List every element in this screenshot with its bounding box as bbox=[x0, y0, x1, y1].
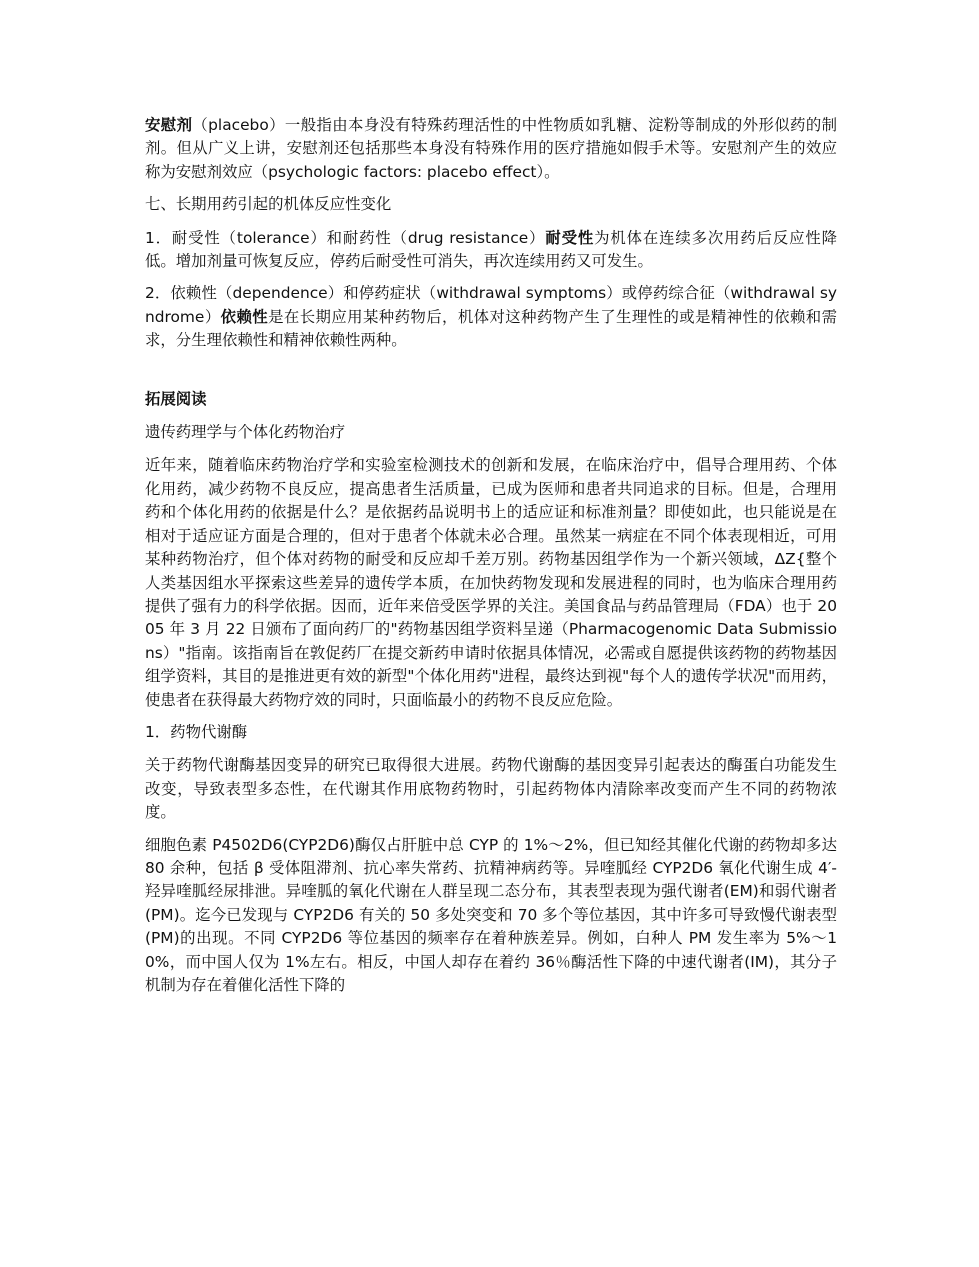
section-7-title: 七、长期用药引起的机体反应性变化 bbox=[145, 195, 392, 214]
extended-reading-heading: 拓展阅读 bbox=[145, 389, 207, 408]
drug-metabolizing-enzyme-title: 1．药物代谢酶 bbox=[145, 722, 248, 741]
extended-reading-subtitle: 遗传药理学与个体化药物治疗 bbox=[145, 423, 346, 442]
tolerance-paragraph bbox=[145, 227, 837, 274]
tolerance-lead: 1．耐受性（tolerance）和耐药性（drug resistance） bbox=[145, 228, 546, 247]
placebo-text: （placebo）一般指由本身没有特殊药理活性的中性物质如乳糖、淀粉等制成的外形似药的制剂。但从广义上讲，安慰剂还包括那些本身没有特殊作用的医疗措施如假手术等。安慰剂产生的效应称为安慰剂效应（psychologic factors: placebo effect）。 bbox=[145, 116, 837, 181]
section-spacer bbox=[145, 362, 837, 388]
enzyme-variation-paragraph: 关于药物代谢酶基因变异的研究已取得很大进展。药物代谢酶的基因变异引起表达的酶蛋白功能发生改变，导致表型多态性，在代谢其作用底物药物时，引起药物体内清除率改变而产生不同的药物浓度。 bbox=[145, 756, 837, 822]
dependence-text: 是在长期应用某种药物后，机体对这种药物产生了生理性的或是精神性的依赖和需求，分生理依赖性和精神依赖性两种。 bbox=[145, 307, 837, 350]
placebo-paragraph bbox=[145, 114, 837, 184]
tolerance-term: 耐受性 bbox=[545, 228, 595, 247]
placebo-term: 安慰剂 bbox=[145, 116, 193, 134]
document-page bbox=[145, 114, 837, 1006]
dependence-paragraph bbox=[145, 282, 837, 352]
dependence-lead: 2．依赖性（dependence）和停药症状（withdrawal symptoms）或停药综合征（withdrawal syndrome） bbox=[145, 284, 837, 326]
pharmacogenomics-intro-paragraph: 近年来，随着临床药物治疗学和实验室检测技术的创新和发展，在临床治疗中，倡导合理用药、个体化用药，减少药物不良反应，提高患者生活质量，已成为医师和患者共同追求的目标。但是，合理用药和个体化用药的依据是什么？是依据药品说明书上的适应证和标准剂量？即使如此，也只能说是在相对于适应证方面是合理的，但对于患者个体就未必合理。虽然某一病症在不同个体表现相近，可用某种药物治疗，但个体对药物的耐受和反应却千差万别。药物基因组学作为一个新兴领域，ΔZ{整个人类基因组水平探索这些差异的遗传学本质，在加快药物发现和发展进程的同时，也为临床合理用药提供了强有力的科学依据。因而，近年来倍受医学界的关注。美国食品与药品管理局（FDA）也于 2005 年 3 月 22 日颁布了面向药厂的"药物基因组学资料呈递（Pharmacogenomic Data Submissions）"指南。该指南旨在敦促药厂在提交新药申请时依据具体情况，必需或自愿提供该药物的药物基因组学资料，其目的是推进更有效的新型"个体化用药"进程，最终达到视"每个人的遗传学状况"而用药，使患者在获得最大药物疗效的同时，只面临最小的药物不良反应危险。 bbox=[145, 456, 837, 709]
cyp2d6-paragraph: 细胞色素 P4502D6(CYP2D6)酶仅占肝脏中总 CYP 的 1%～2%，但已知经其催化代谢的药物却多达 80 余种，包括 β 受体阻滞剂、抗心率失常药、抗精神病药等。异喹胍经 CYP2D6 氧化代谢生成 4′-羟异喹胍经尿排泄。异喹胍的氧化代谢在人群呈现二态分布，其表型表现为强代谢者(EM)和弱代谢者(PM)。迄今已发现与 CYP2D6 有关的 50 多处突变和 70 多个等位基因，其中许多可导致慢代谢表型(PM)的出现。不同 CYP2D6 等位基因的频率存在着种族差异。例如，白种人 PM 发生率为 5%～10%，而中国人仅为 1%左右。相反，中国人却存在着约 36％酶活性下降的中速代谢者(IM)，其分子机制为存在着催化活性下降的 bbox=[145, 835, 837, 994]
dependence-term: 依赖性 bbox=[220, 307, 269, 326]
tolerance-text: 为机体在连续多次用药后反应性降低。增加剂量可恢复反应，停药后耐受性可消失，再次连续用药又可发生。 bbox=[145, 228, 837, 271]
